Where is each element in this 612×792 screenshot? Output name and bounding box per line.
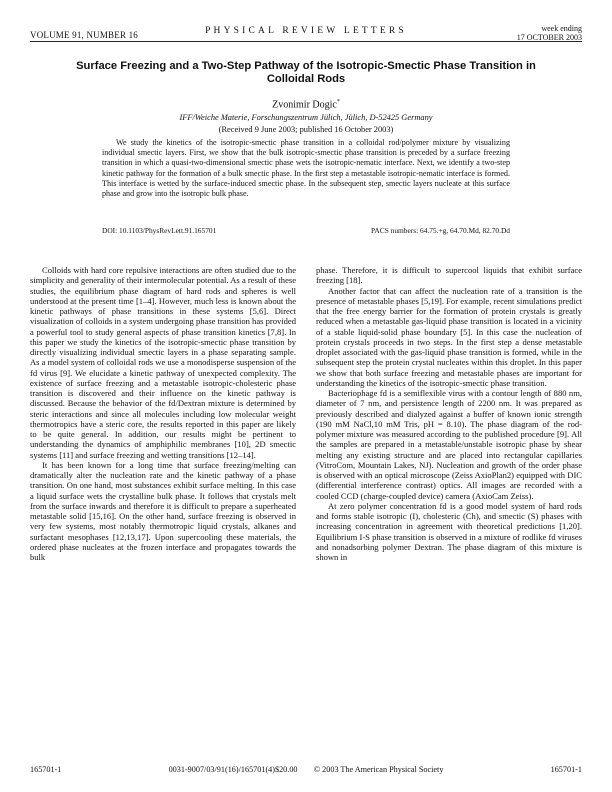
paragraph: phase. Therefore, it is difficult to supercool liquids that exhibit surface freezing [18].	[316, 265, 582, 286]
paragraph: It has been known for a long time that surface freezing/melting can dramatically alter the nucleation rate and the kinetic pathway of a phase transition. On one hand, most substances exhibit surface melting. In this case a liquid surface wets the crystalline bulk phase. It follows that crystals melt from the surface inwards and therefore it is difficult to prepare a superheated metastable solid [15,16]. On the other hand, surface freezing is observed in very few systems, most notably thermotropic liquid crystals, alkanes and surfactant mesophases [12,13,17]. Upon supercooling these materials, the ordered phase nucleates at the frozen interface and propagates towards the bulk	[30, 459, 296, 562]
paragraph: Colloids with hard core repulsive interactions are often studied due to the simplicity and generality of their intermolecular potential. As a result of these studies, the equilibrium phase diagram of hard rods and spheres is well understood at the present time [1–4]. However, much less is known about the kinetic pathways of phase transitions in these systems [5,6]. Direct visualization of colloids in a system undergoing phase transition has provided a powerful tool to study general aspects of phase transition kinetics [7,8]. In this paper we study the kinetics of the isotropic-smectic phase transition by directly visualizing individual smectic layers in a phase separating sample. As a model system of colloidal rods we use a monodisperse suspension of the fd virus [9]. We elucidate a kinetic pathway of unexpected complexity. The existence of surface freezing and a metastable isotropic-cholesteric phase transition is discovered and their influence on the kinetic pathway is discussed. Because the behavior of the fd/Dextran mixture is determined by steric interactions and since all molecules including low molecular weight thermotropics have a steric core, the results reported in this paper are likely to be quite general. In addition, our results might be pertinent to understanding the dynamics of amphiphilic membranes [10], 2D smectic systems [11] and surface freezing and wetting transitions [12–14].	[30, 265, 296, 460]
author-name: Zvonimir Dogic	[272, 99, 337, 111]
date-label: 17 OCTOBER 2003	[516, 33, 582, 42]
doi: DOI: 10.1103/PhysRevLett.91.165701	[102, 226, 217, 235]
copyright: © 2003 The American Physical Society	[313, 765, 444, 774]
received-dates: (Received 9 June 2003; published 16 October 2003)	[218, 125, 394, 134]
affiliation: IFF/Weiche Materie, Forschungszentrum Jülich, Jülich, D-52425 Germany	[179, 113, 433, 122]
paragraph: At zero polymer concentration fd is a good model system of hard rods and forms stable isotropic (I), cholesteric (Ch), and smectic (S) phases with increasing concentration in agreement with theoretical predictions [1,20]. Equilibrium I-S phase transition is observed in a mixture of rodlike fd viruses and nonadsorbing polymer Dextran. The phase diagram of this mixture is shown in	[316, 500, 582, 562]
page-number-left: 165701-1	[30, 765, 62, 774]
header-rule	[30, 41, 582, 42]
pacs-numbers: PACS numbers: 64.75.+g, 64.70.Md, 82.70.Dd	[371, 226, 510, 235]
paragraph: Bacteriophage fd is a semiflexible virus with a contour length of 880 nm, diameter of 7 nm, and persistence length of 2200 nm. It was prepared as previously described and dialyzed against a buffer of known ionic strength (190 mM NaCl,10 mM Tris, pH = 8.10). The phase diagram of the rod-polymer mixture was measured according to the published procedure [9]. All the samples are prepared in a metastable/unstable isotropic phase by shear melting any existing structure and are placed into rectangular capillaries (VitroCom, Mountain Lakes, NJ). Nucleation and growth of the order phase is observed with an optical microscope (Zeiss AxioPlan2) equipped with DIC (differential interference contrast) optics. All images are recorded with a cooled CCD (charge-coupled device) camera (AxioCam Zeiss).	[316, 388, 582, 501]
body-column-right	[316, 265, 582, 562]
footer-center	[130, 765, 482, 774]
author-line	[0, 99, 612, 110]
article-title: Surface Freezing and a Two-Step Pathway of the Isotropic-Smectic Phase Transition in Colloidal Rods	[76, 60, 536, 85]
abstract: We study the kinetics of the isotropic-smectic phase transition in a colloidal rod/polymer mixture by visualizing individual smectic layers. First, we show that the bulk isotropic-smectic phase transition is preceded by a surface freezing transition in which a quasi-two-dimensional smectic phase wets the isotropic-nematic interface. Next, we identify a two-step kinetic pathway for the formation of a bulk smectic phase. In the first step a metastable isotropic-nematic interface is formed. This interface is wetted by the surface-induced smectic phase. In the subsequent step, smectic layers nucleate at this surface phase and grow into the isotropic bulk phase.	[102, 138, 510, 199]
paragraph: Another factor that can affect the nucleation rate of a transition is the presence of metastable phases [5,19]. For example, recent simulations predict that the free energy barrier for the formation of protein crystals is greatly reduced when a metastable gas-liquid phase transition is located in a vicinity of a stable liquid-solid phase boundary [5]. In this case the nucleation of protein crystals proceeds in two steps. In the first step a dense metastable droplet associated with the gas-liquid phase transition is formed, while in the subsequent step the protein crystal nucleates within this droplet. In this paper we show that both surface freezing and metastable phases are important for understanding the kinetics of the isotropic-smectic phase transition.	[316, 285, 582, 388]
journal-name: PHYSICAL REVIEW LETTERS	[205, 26, 407, 36]
volume-number: VOLUME 91, NUMBER 16	[30, 30, 139, 40]
issue-date	[517, 24, 582, 42]
page-number-right: 165701-1	[550, 765, 582, 774]
author-footnote-mark: *	[336, 99, 340, 105]
body-column-left	[30, 265, 296, 562]
article-code: 0031-9007/03/91(16)/165701(4)$20.00	[168, 765, 298, 774]
week-label: week ending	[541, 24, 582, 33]
